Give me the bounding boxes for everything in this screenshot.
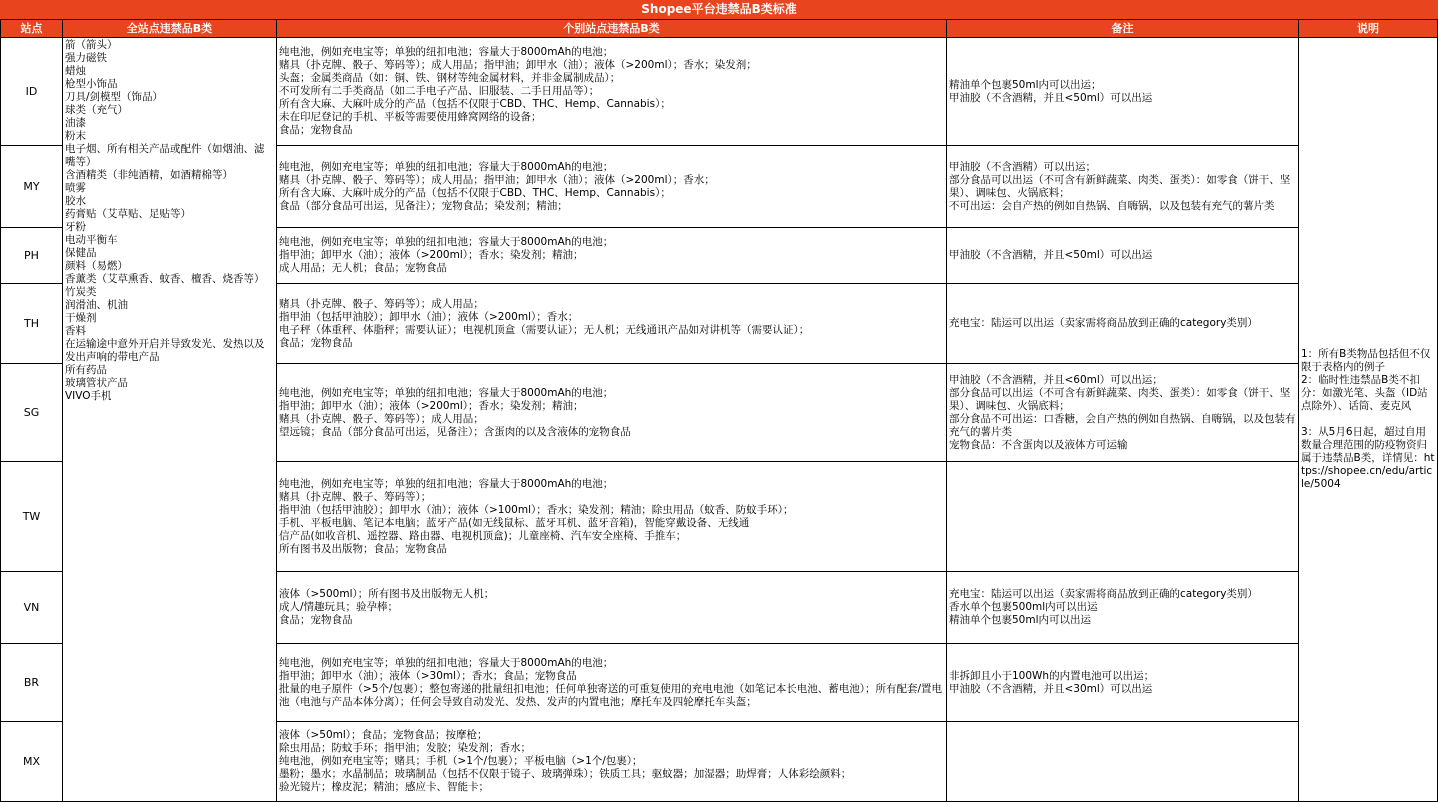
individual-cell: 纯电池，例如充电宝等；单独的纽扣电池；容量大于8000mAh的电池； 指甲油；卸甲水（油）；液体（>200ml）；香水；染发剂；精油； 赌具（扑克牌、骰子、筹码等）；成人用品； 望远镜；食品（部分食品可出运，见备注）；含蛋肉的以及含液体的宠物食品 — [277, 364, 947, 462]
site-cell: MY — [1, 146, 63, 228]
explain-cell: 1：所有B类物品包括但不仅限于表格内的例子 2：临时性违禁品B类不扣分：如激光笔、头盔（ID站点除外）、话筒、麦克风 3：从5月6日起，超过自用数量合理范围的防疫物资归属于违禁品B类，详情见：https://shopee.cn/edu/article/5004 — [1299, 38, 1438, 802]
site-cell: VN — [1, 572, 63, 644]
header-explain: 说明 — [1299, 20, 1438, 38]
remark-cell: 甲油胶（不含酒精）可以出运； 部分食品可以出运（不可含有新鲜蔬菜、肉类、蛋类）：如零食（饼干、坚果）、调味包、火锅底料； 不可出运：会自产热的例如自热锅、自嗨锅，以及包装有充气的薯片类 — [947, 146, 1299, 228]
table-row — [1, 38, 1438, 146]
site-cell: TH — [1, 284, 63, 364]
individual-cell: 赌具（扑克牌、骰子、筹码等）；成人用品； 指甲油（包括甲油胶）；卸甲水（油）；液体（>200ml）；香水； 电子秤（体重秤、体脂秤；需要认证）；电视机顶盒（需要认证）；无人机；无线通讯产品如对讲机等（需要认证）； 食品；宠物食品 — [277, 284, 947, 364]
site-cell: ID — [1, 38, 63, 146]
individual-cell: 纯电池，例如充电宝等；单独的纽扣电池；容量大于8000mAh的电池； 指甲油；卸甲水（油）；液体（>200ml）；香水；染发剂；精油； 成人用品；无人机；食品；宠物食品 — [277, 228, 947, 284]
header-global: 全站点违禁品B类 — [63, 20, 277, 38]
site-cell: PH — [1, 228, 63, 284]
header-site: 站点 — [1, 20, 63, 38]
remark-cell — [947, 722, 1299, 802]
individual-cell: 液体（>50ml）；食品；宠物食品；按摩枪； 除虫用品；防蚊手环；指甲油；发胶；染发剂；香水； 纯电池，例如充电宝等；赌具；手机（>1个/包裹）；平板电脑（>1个/包裹）； 墨粉；墨水；水晶制品；玻璃制品（包括不仅限于镜子、玻璃弹珠）；铁质工具；驱蚊器；加湿器；助焊膏；人体彩绘颜料； 验光镜片；橡皮泥；精油；感应卡、智能卡； — [277, 722, 947, 802]
individual-cell: 液体（>500ml）；所有图书及出版物无人机； 成人/情趣玩具；验孕棒； 食品；宠物食品 — [277, 572, 947, 644]
remark-cell: 充电宝：陆运可以出运（卖家需将商品放到正确的category类别） 香水单个包裹500ml内可以出运 精油单个包裹50ml内可以出运 — [947, 572, 1299, 644]
site-cell: MX — [1, 722, 63, 802]
remark-cell: 甲油胶（不含酒精，并且<50ml）可以出运 — [947, 228, 1299, 284]
site-cell: BR — [1, 644, 63, 722]
individual-cell: 纯电池，例如充电宝等；单独的纽扣电池；容量大于8000mAh的电池； 赌具（扑克牌、骰子、筹码等）； 指甲油（包括甲油胶）；卸甲水（油）；液体（>100ml）；香水；染发剂；精油；除虫用品（蚊香、防蚊手环）； 手机、平板电脑、笔记本电脑；蓝牙产品(如无线鼠标、蓝牙耳机、蓝牙音箱)，智能穿戴设备、无线通 信产品(如收音机、遥控器、路由器、电视机顶盒)；儿童座椅、汽车安全座椅、手推车； 所有图书及出版物；食品；宠物食品 — [277, 462, 947, 572]
individual-cell: 纯电池，例如充电宝等；单独的纽扣电池；容量大于8000mAh的电池； 赌具（扑克牌、骰子、筹码等）；成人用品；指甲油；卸甲水（油）；液体（>200ml）；香水；染发剂； 头盔；金属类商品（如：铜、铁、钢材等纯金属材料，并非金属制成品）； 不可发所有二手类商品（如二手电子产品、旧服装、二手日用品等）； 所有含大麻、大麻叶成分的产品（包括不仅限于CBD、THC、Hemp、Cannabis）； 未在印尼登记的手机、平板等需要使用蜂窝网络的设备； 食品；宠物食品 — [277, 38, 947, 146]
header-remark: 备注 — [947, 20, 1299, 38]
remark-cell: 非拆卸且小于100Wh的内置电池可以出运； 甲油胶（不含酒精，并且<30ml）可以出运 — [947, 644, 1299, 722]
individual-cell: 纯电池，例如充电宝等；单独的纽扣电池；容量大于8000mAh的电池； 指甲油；卸甲水（油）；液体（>30ml）；香水；食品；宠物食品 批量的电子原件（>5个/包裹）；整包寄递的批量纽扣电池；任何单独寄送的可重复使用的充电电池（如笔记本长电池、蓄电池）；所有配套/置电池（电池与产品本体分离）；任何会导致自动发光、发热、发声的内置电池；摩托车及四轮摩托车头盔； — [277, 644, 947, 722]
remark-cell: 充电宝：陆运可以出运（卖家需将商品放到正确的category类别） — [947, 284, 1299, 364]
remark-cell: 甲油胶（不含酒精，并且<60ml）可以出运； 部分食品可以出运（不可含有新鲜蔬菜、肉类、蛋类）：如零食（饼干、坚果）、调味包、火锅底料； 部分食品不可出运：口香糖，会自产热的例如自热锅、自嗨锅，以及包装有充气的薯片类 宠物食品：不含蛋肉以及液体方可运输 — [947, 364, 1299, 462]
remark-cell — [947, 462, 1299, 572]
site-cell: SG — [1, 364, 63, 462]
remark-cell: 精油单个包裹50ml内可以出运； 甲油胶（不含酒精，并且<50ml）可以出运 — [947, 38, 1299, 146]
header-row — [1, 20, 1438, 38]
header-individual: 个别站点违禁品B类 — [277, 20, 947, 38]
global-list-cell: 箭（箭头） 强力磁铁 蜡烛 枪型小饰品 刀具/剑模型（饰品） 球类（充气） 油漆 粉末 电子烟、所有相关产品或配件（如烟油、滤嘴等） 含酒精类（非纯酒精，如酒精棉等） 喷雾 胶水 药膏贴（艾草贴、足贴等） 牙粉 电动平衡车 保健品 颜料（易燃） 香薰类（艾草熏香、蚊香、檀香、烧香等） 竹炭类 润滑油、机油 干燥剂 香料 在运输途中意外开启并导致发光、发热以及发出声响的带电产品 所有药品 玻璃管状产品 VIVO手机 — [63, 38, 277, 802]
sheet-title: Shopee平台违禁品B类标准 — [0, 0, 1438, 19]
standards-table — [0, 19, 1438, 802]
individual-cell: 纯电池，例如充电宝等；单独的纽扣电池；容量大于8000mAh的电池； 赌具（扑克牌、骰子、筹码等）；成人用品；指甲油；卸甲水（油）；液体（>200ml）；香水； 所有含大麻、大麻叶成分的产品（包括不仅限于CBD、THC、Hemp、Cannabis）； 食品（部分食品可出运，见备注）；宠物食品；染发剂；精油； — [277, 146, 947, 228]
site-cell: TW — [1, 462, 63, 572]
